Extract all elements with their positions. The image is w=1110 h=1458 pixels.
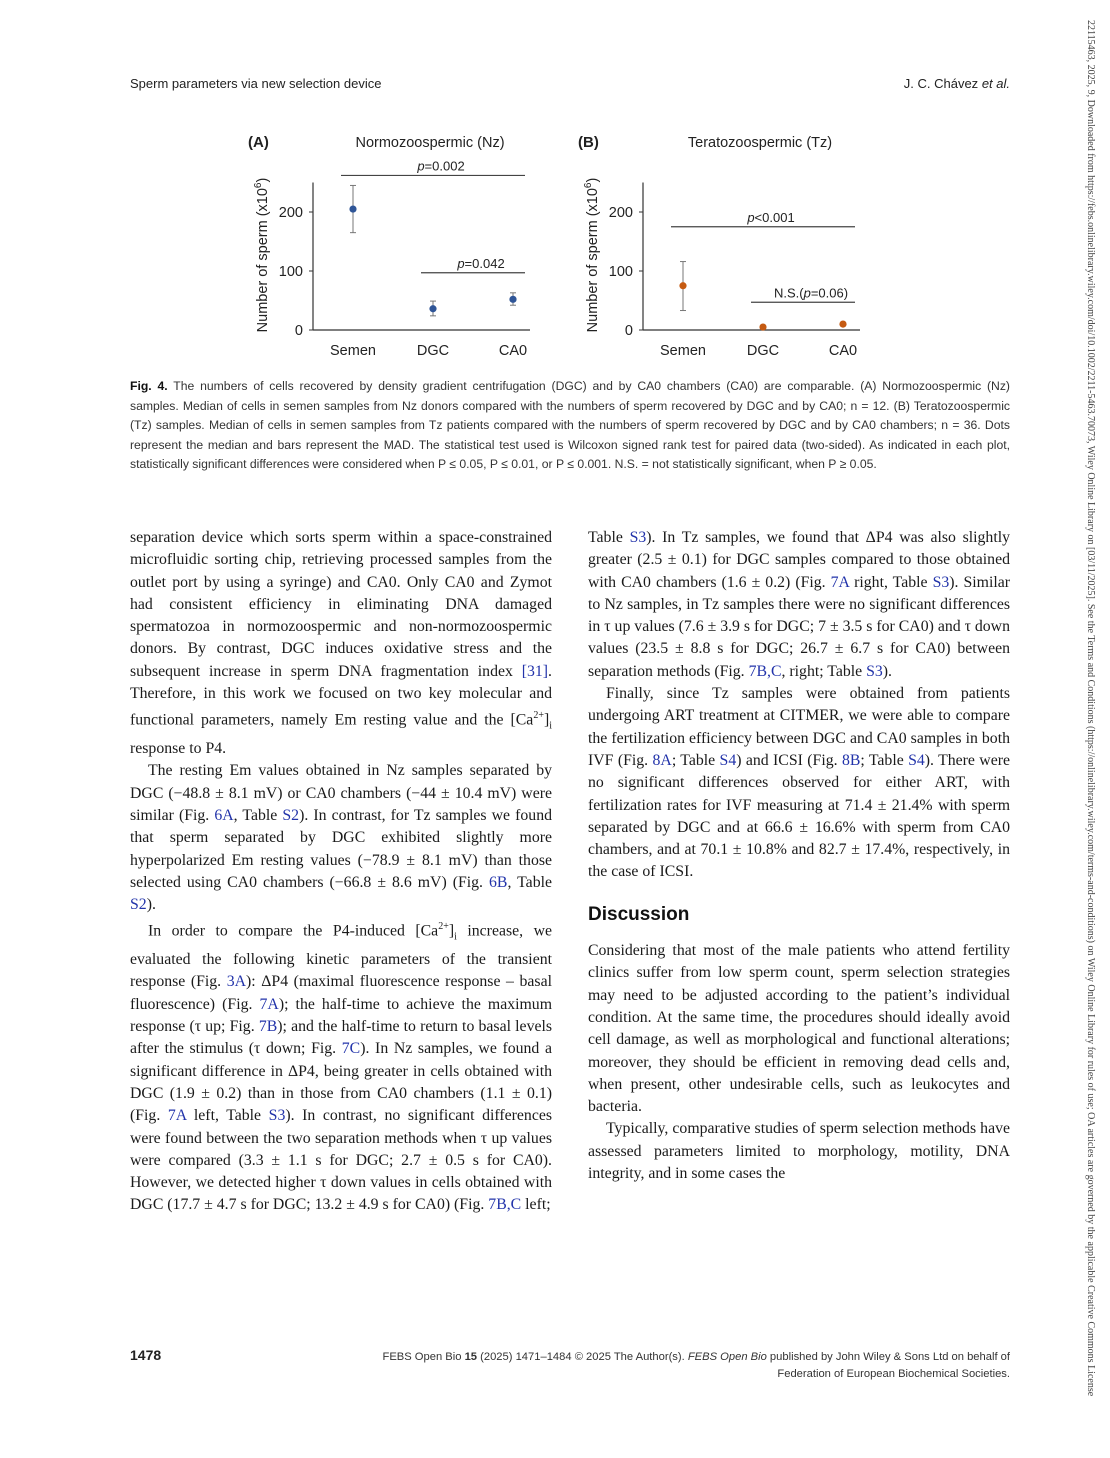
table-link[interactable]: S4 (719, 751, 737, 769)
figure-link[interactable]: 8A (652, 751, 672, 769)
text: ; Table (671, 751, 720, 769)
x-tick-label: CA0 (828, 343, 858, 359)
table-link[interactable]: S3 (932, 573, 950, 591)
paragraph (588, 527, 1010, 683)
text: ). In contrast, no significant differences were found between the two separation methods when τ up values were compared (3.3 ± 1.1 s for DGC; 2.7 ± 0.5 s for CA0). However, we detected higher τ down values in cells obtained with DGC (17.7 ± 4.7 s for DGC; 13.2 ± 4.9 s for CA0) (Fig. (130, 1107, 552, 1214)
table-link[interactable]: S4 (908, 751, 925, 769)
paragraph: In order to compare the P4-induced $[Ca^{2+}]_i$ increase, we evaluated the following kinetic parameters of the transient response (Fig. 3A): ΔP4 (maximal fluorescence response – basal fluorescence) (Fig. 7A); the half-time to achieve the maximum response (τ up; Fig. 7B); and the half-time to return to basal levels after the stimulus (τ down; Fig. 7C). In Nz samples, we found a significant difference in ΔP4, being greater in cells obtained with DGC (1.9 ± 0.2) than in those from CA0 chambers (1.1 ± 0.1) (Fig. 7A left, Table S3). In contrast, no significant differences were found between the two separation methods when τ up values were compared (3.3 ± 1.1 s for DGC; 2.7 ± 0.5 s for CA0). However, we detected higher τ down values in cells obtained with DGC (17.7 ± 4.7 s for DGC; 13.2 ± 4.9 s for CA0) (Fig. 7B,C left; (130, 921, 553, 1214)
paragraph (588, 683, 1010, 884)
paragraph (130, 760, 552, 916)
text: Federation of European Biochemical Societies. (777, 1368, 1010, 1380)
figure-link[interactable]: 7C (341, 1040, 361, 1058)
text: response to P4. (130, 740, 227, 758)
section-heading-discussion: Discussion (588, 903, 690, 925)
text: The resting Em values obtained in Nz samples separated by DGC (−48.8 ± 8.1 mV) or CA0 chambers (−44 ± 10.4 mV) were similar (Fig. (130, 762, 552, 824)
text: ) and ICSI (Fig. (736, 751, 842, 769)
figure-link[interactable]: 6A (214, 806, 234, 824)
figure-4 (240, 125, 880, 370)
figure-link[interactable]: 7A (830, 573, 850, 591)
figure-4-chart (240, 125, 880, 370)
text: ; Table (860, 751, 909, 769)
figure-caption (130, 377, 1010, 475)
left-column (130, 527, 552, 1217)
data-point (509, 296, 516, 303)
x-tick-label: Semen (660, 343, 706, 359)
y-tick-label: 200 (278, 205, 303, 221)
table-link[interactable]: S3 (268, 1107, 286, 1125)
text: ); the half-time to achieve the maximum response (τ up; Fig. (130, 995, 552, 1036)
page-number: 1478 (130, 1347, 162, 1363)
figure-link[interactable]: 7B,C (748, 662, 782, 680)
text: (2025) 1471–1484 © 2025 The Author(s). (477, 1351, 688, 1363)
figure-link[interactable]: 3A (226, 973, 247, 991)
text: Finally, since Tz samples were obtained from patients undergoing ART treatment at CITMER, we were able to compare the fertilization efficiency between DGC and CA0 samples in both IVF (Fig. (588, 685, 1010, 769)
text: In order to compare the P4-induced [Ca (148, 922, 439, 940)
figure-link[interactable]: 8B (841, 751, 861, 769)
table-link[interactable]: S3 (866, 662, 883, 680)
superscript: 2+ (438, 921, 449, 933)
text: ). (882, 662, 892, 680)
text: left, Table (186, 1107, 269, 1125)
data-point (759, 323, 766, 330)
table-link[interactable]: S3 (629, 529, 647, 546)
table-link[interactable]: S2 (282, 806, 300, 824)
text: published by John Wiley & Sons Ltd on behalf of (766, 1351, 1010, 1363)
text: FEBS Open Bio (382, 1351, 465, 1363)
text: ): ΔP4 (maximal fluorescence response – basal fluorescence) (Fig. (130, 973, 552, 1013)
y-axis-label: Number of sperm $(x10^6)$ (583, 177, 601, 333)
text: ). (146, 896, 156, 914)
text: . Therefore, in this work we focused on two key molecular and functional parameters, namely Em resting value and the [Ca (130, 662, 552, 729)
data-point (839, 321, 846, 328)
x-tick-label: DGC (746, 343, 780, 359)
y-tick-label: 100 (278, 264, 303, 280)
download-notice (1082, 20, 1100, 1440)
text: ). Similar to Nz samples, in Tz samples there were no significant differences in τ up values (7.6 ± 3.9 s for DGC; 7 ± 3.5 s for CA0) and τ down values (23.5 ± 8.8 s for DGC; 26.7 ± 6.7 s for CA0) between separation methods (Fig. (588, 573, 1011, 680)
download-notice-text: 22115463, 2025, 9, Downloaded from https://febs.onlinelibrary.wiley.com/doi/10.1002/2211-5463.70073, Wiley Online Library on [03/11/2025]. See the Terms and Conditions (https://onlinelibrary.wiley.com/terms-and-conditions) on Wiley Online Library for rules of use; OA articles are governed by the applicable Creative Commons License (1085, 20, 1096, 1397)
footer-citation (310, 1349, 1010, 1383)
y-tick-label: 0 (624, 323, 633, 339)
caption-text: The numbers of cells recovered by density gradient centrifugation (DGC) and by CA0 chambers (CA0) are comparable. (A) Normozoospermic (Nz) samples. Median of cells in semen samples from Nz donors compared with the numbers of sperm recovered by DGC and by CA0; n = 12. (B) Teratozoospermic (Tz) samples. Median of cells in semen samples from Tz patients compared with the numbers of sperm recovered by DGC and by CA0 chambers; n = 36. Dots represent the median and bars represent the MAD. The statistical test used is Wilcoxon signed rank test for paired data (two-sided). As indicated in each plot, statistically significant differences were considered when P ≤ 0.05, P ≤ 0.01, or P ≤ 0.001. N.S. = not statistically significant, when P ≥ 0.05. (130, 379, 1010, 472)
y-tick-label: 100 (608, 264, 633, 280)
figure-link[interactable]: 6B (489, 873, 508, 891)
running-title: Sperm parameters via new selection device (130, 76, 382, 91)
volume: 15 (464, 1351, 478, 1363)
paragraph: Typically, comparative studies of sperm selection methods have assessed parameters limited to morphology, motility, DNA integrity, and in some cases the (588, 1120, 1010, 1183)
superscript: 2+ (533, 710, 544, 722)
text: ). In contrast, for Tz samples we found that sperm separated by DGC exhibited slightly more hyperpolarized Em resting values (−78.9 ± 8.1 mV) than those selected using CA0 chambers (−66.8 ± 8.6 mV) (Fig. (130, 806, 552, 891)
text: , Table (507, 873, 552, 891)
right-column (588, 527, 1010, 1185)
figure-link[interactable]: 7A (167, 1107, 187, 1125)
panel-title: Normozoospermic (Nz) (355, 135, 505, 151)
panel-label: (A) (248, 134, 269, 151)
figure-link[interactable]: 7B,C (488, 1196, 522, 1214)
y-tick-label: 0 (294, 323, 303, 339)
x-tick-label: DGC (416, 343, 450, 359)
paragraph: separation device which sorts sperm within a space-constrained microfluidic sorting chip, retrieving processed samples from the outlet port by using a syringe) and CA0. Only CA0 and Zymot had consistent efficiency in eliminating DNA damaged spermatozoa in normozoospermic and non-normozoospermic donors. By contrast, DGC induces oxidative stress and the subsequent increase in sperm DNA fragmentation index [31]. Therefore, in this work we focused on two key molecular and functional parameters, namely Em resting value and the $[Ca^{2+}]_i$ response to P4. (130, 529, 552, 758)
text: , right; Table (781, 662, 867, 680)
paragraph: Considering that most of the male patients who attend fertility clinics suffer from low sperm count, sperm selection strategies may need to be adjusted according to the patient’s individual condition. At the same time, the procedures should ideally avoid cell damage, as well as morphological and functional alterations; moreover, they should be efficient in removing dead cells and, when present, other undesirable cells, such as leukocytes and bacteria. (588, 942, 1010, 1116)
data-point (679, 282, 686, 289)
panel-label: (B) (578, 134, 599, 151)
y-tick-label: 200 (608, 205, 633, 221)
text: , Table (233, 806, 283, 824)
data-point (349, 205, 356, 212)
text: left; (521, 1196, 551, 1214)
significance-label: N.S.(p=0.06) (773, 285, 849, 301)
subscript: i (549, 720, 552, 732)
subscript: i (454, 931, 457, 943)
figure-link[interactable]: 7B (258, 1018, 278, 1036)
significance-label: p<0.001 (747, 209, 795, 225)
significance-label: p=0.002 (417, 158, 465, 174)
caption-label: Fig. 4. (130, 379, 168, 393)
panel-title: Teratozoospermic (Tz) (687, 135, 833, 151)
text: Table (588, 529, 630, 546)
text: right, Table (849, 573, 933, 591)
figure-link[interactable]: 7A (259, 995, 279, 1013)
authors: J. C. Chávez (903, 76, 979, 91)
text: ); and the half-time to return to basal levels after the stimulus (τ down; Fig. (130, 1018, 553, 1058)
running-authors (904, 76, 1010, 91)
x-tick-label: Semen (330, 343, 376, 359)
significance-label: p=0.042 (457, 255, 505, 271)
text: increase, we evaluated the following kinetic parameters of the transient response (Fig. (130, 922, 552, 991)
y-axis-label: Number of sperm $(x10^6)$ (253, 177, 271, 333)
citation-link[interactable]: [31] (521, 662, 549, 680)
text: ). In Nz samples, we found a significant difference in ΔP4, being greater in cells obtained with DGC (1.9 ± 0.2) than in those from CA0 chambers (1.1 ± 0.1) (Fig. (130, 1040, 552, 1125)
table-link[interactable]: S2 (130, 896, 147, 914)
text: separation device which sorts sperm within a space-constrained microfluidic sorting chip, retrieving processed samples from the outlet port by using a syringe) and CA0. Only CA0 and Zymot had consistent efficiency in eliminating DNA damaged spermatozoa in normozoospermic and non-normozoospermic donors. By contrast, DGC induces oxidative stress and the subsequent increase in sperm DNA fragmentation index (130, 529, 552, 680)
authors-suffix: et al. (981, 76, 1010, 91)
text: ). In Tz samples, we found that ΔP4 was also slightly greater (2.5 ± 0.1) for DGC samples compared to those obtained with CA0 chambers (1.6 ± 0.2) (Fig. (588, 529, 1011, 591)
journal-name: FEBS Open Bio (687, 1351, 767, 1363)
text: ). There were no significant differences observed for either ART, with fertilization rates for IVF measuring at 71.4 ± 21.4% with sperm separated by DGC and at 66.6 ± 16.6% with sperm from CA0 chambers, and at 70.1 ± 10.8% and 82.7 ± 17.4%, respectively, in the case of ICSI. (588, 751, 1010, 881)
data-point (429, 305, 436, 312)
x-tick-label: CA0 (498, 343, 528, 359)
